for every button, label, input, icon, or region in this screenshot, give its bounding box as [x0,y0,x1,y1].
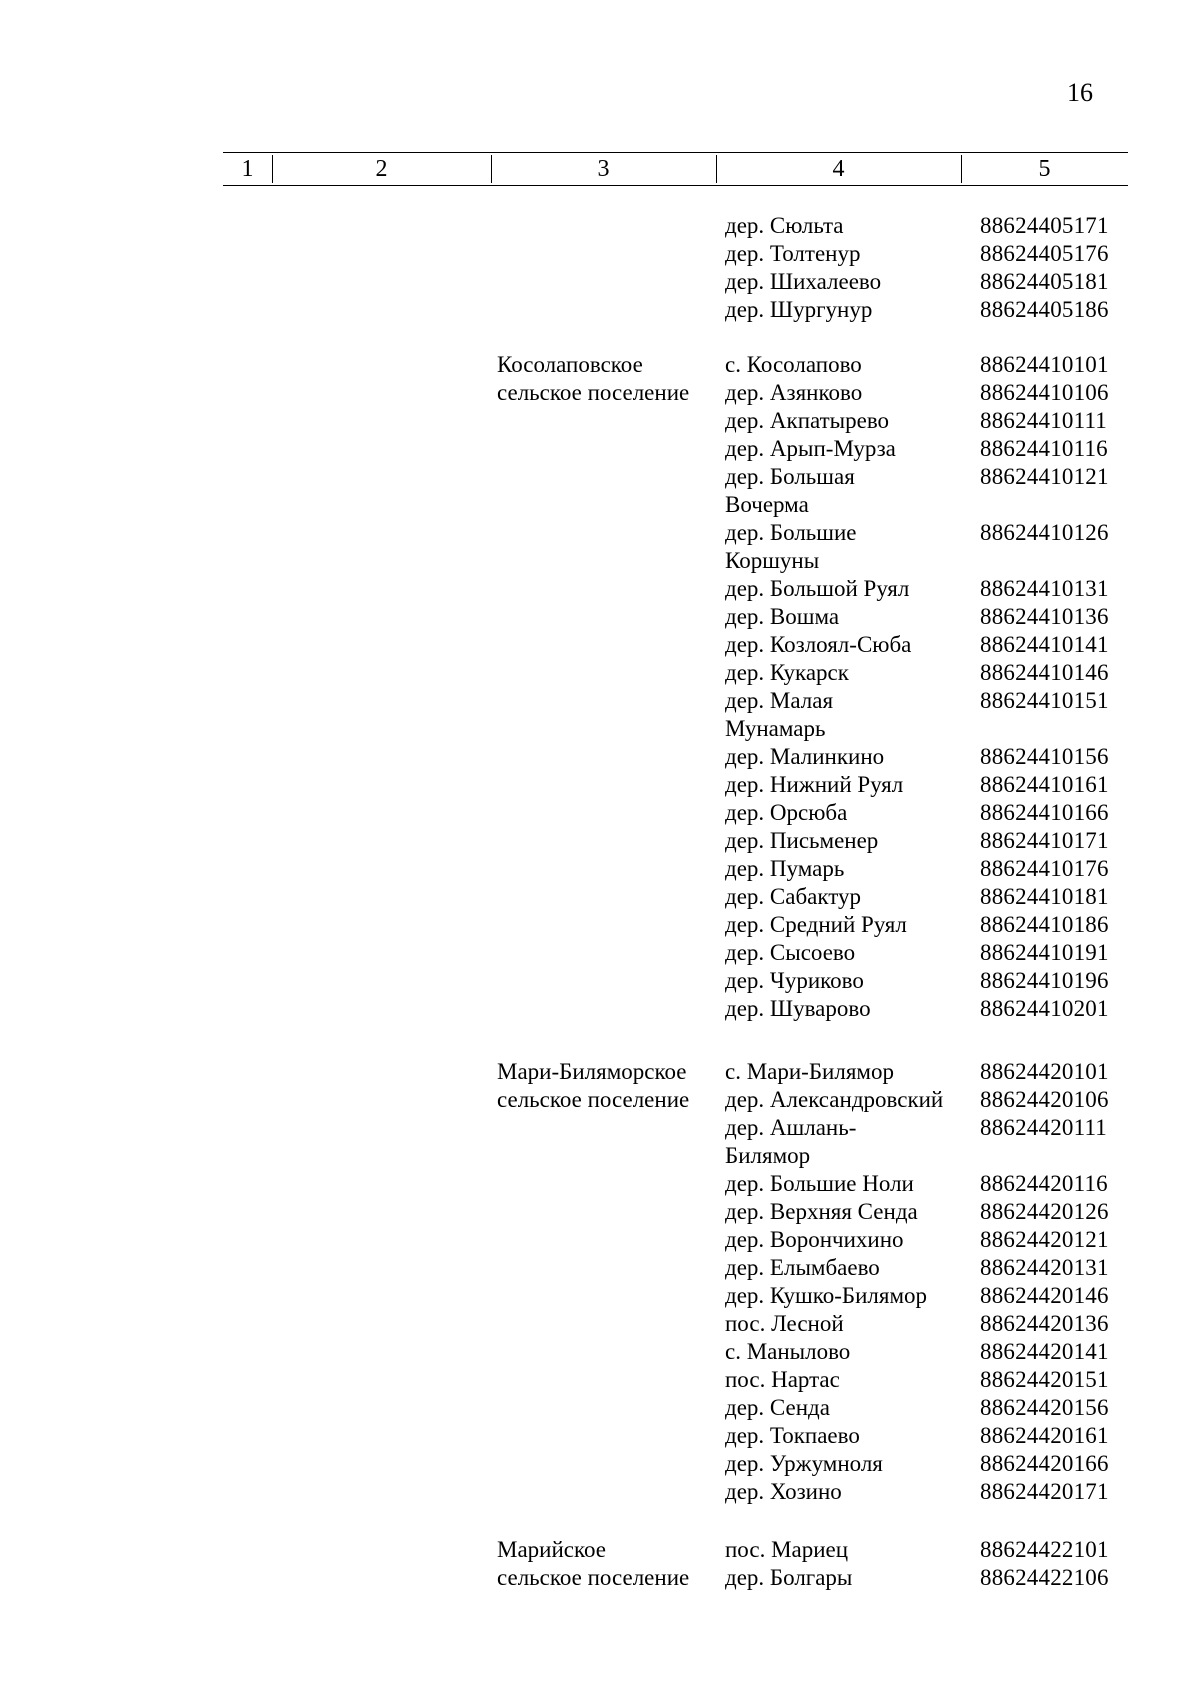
table-row [0,519,1200,575]
oktmo-code: 88624410136 [980,604,1109,629]
oktmo-code: 88624410126 [980,520,1109,545]
table-row [0,1450,1200,1478]
oktmo-code: 88624410131 [980,576,1109,601]
table-row [0,1058,1200,1086]
oktmo-code: 88624420111 [980,1115,1107,1140]
locality-name: дер. Азянково [725,380,863,405]
table-row [0,911,1200,939]
locality-name: дер. Уржумноля [725,1451,883,1476]
table-row [0,1366,1200,1394]
oktmo-code: 88624410121 [980,464,1109,489]
header-col-2: 2 [375,156,388,182]
locality-name: дер. Большие Ноли [725,1171,914,1196]
table-row [0,1226,1200,1254]
oktmo-code: 88624420121 [980,1227,1109,1252]
locality-name: дер. Большие Коршуны [725,520,857,573]
table-row [0,1394,1200,1422]
locality-name: с. Манылово [725,1339,851,1364]
oktmo-code: 88624420161 [980,1423,1109,1448]
oktmo-code: 88624420126 [980,1199,1109,1224]
table-row [0,939,1200,967]
oktmo-code: 88624410176 [980,856,1109,881]
table-row [0,995,1200,1023]
oktmo-code: 88624410191 [980,940,1109,965]
locality-name: с. Косолапово [725,352,862,377]
table-row [0,1310,1200,1338]
locality-name: дер. Сабактур [725,884,861,909]
table-row [0,575,1200,603]
table-row [0,1254,1200,1282]
table-row [0,1170,1200,1198]
oktmo-code: 88624420131 [980,1255,1109,1280]
oktmo-code: 88624420116 [980,1171,1108,1196]
locality-name: дер. Сысоево [725,940,856,965]
table-row [0,1536,1200,1564]
oktmo-code: 88624410146 [980,660,1109,685]
locality-name: дер. Елымбаево [725,1255,880,1280]
table-row [0,603,1200,631]
oktmo-code: 88624410141 [980,632,1109,657]
oktmo-code: 88624420171 [980,1479,1109,1504]
settlement-name: Косолаповское сельское поселение [497,352,690,405]
table-row [0,1338,1200,1366]
locality-name: дер. Ашлань- Билямор [725,1115,857,1168]
table-row [0,687,1200,743]
oktmo-code: 88624410151 [980,688,1109,713]
oktmo-code: 88624410166 [980,800,1109,825]
table-row [0,1114,1200,1170]
oktmo-code: 88624420136 [980,1311,1109,1336]
locality-name: пос. Мариец [725,1537,849,1562]
oktmo-code: 88624405186 [980,297,1109,322]
oktmo-code: 88624410101 [980,352,1109,377]
table-row [0,883,1200,911]
table-row [0,631,1200,659]
locality-name: дер. Толтенур [725,241,861,266]
table-row [0,240,1200,268]
oktmo-code: 88624420146 [980,1283,1109,1308]
locality-name: дер. Шихалеево [725,269,882,294]
table-row [0,855,1200,883]
locality-name: дер. Большой Руял [725,576,910,601]
oktmo-code: 88624410196 [980,968,1109,993]
locality-name: пос. Лесной [725,1311,844,1336]
header-col-4: 4 [832,156,845,182]
locality-name: дер. Большая Вочерма [725,464,855,517]
table-row [0,1282,1200,1310]
table-row [0,771,1200,799]
table-row [0,1198,1200,1226]
table-row [0,1086,1200,1114]
locality-name: дер. Письменер [725,828,879,853]
locality-name: дер. Орсюба [725,800,848,825]
locality-name: с. Мари-Билямор [725,1059,894,1084]
table-row [0,379,1200,407]
table-row [0,659,1200,687]
locality-name: пос. Нартас [725,1367,840,1392]
table-row [0,827,1200,855]
oktmo-code: 88624410201 [980,996,1109,1021]
table-row [0,212,1200,240]
oktmo-code: 88624420151 [980,1367,1109,1392]
oktmo-code: 88624410161 [980,772,1109,797]
locality-name: дер. Сюльта [725,213,844,238]
locality-name: дер. Малинкино [725,744,885,769]
table-row [0,296,1200,324]
table-row [0,967,1200,995]
oktmo-code: 88624422106 [980,1565,1109,1590]
oktmo-code: 88624420141 [980,1339,1109,1364]
locality-name: дер. Сенда [725,1395,830,1420]
oktmo-code: 88624410181 [980,884,1109,909]
locality-name: дер. Болгары [725,1565,853,1590]
page-number: 16 [1067,78,1093,107]
locality-name: дер. Александровский [725,1087,944,1112]
locality-name: дер. Акпатырево [725,408,890,433]
oktmo-code: 88624422101 [980,1537,1109,1562]
locality-name: дер. Верхняя Сенда [725,1199,918,1224]
locality-name: дер. Арып-Мурза [725,436,896,461]
locality-name: дер. Хозино [725,1479,842,1504]
table-row [0,268,1200,296]
settlement-name: Марийское сельское поселение [497,1537,690,1590]
oktmo-code: 88624420106 [980,1087,1109,1112]
oktmo-code: 88624405171 [980,213,1109,238]
header-col-5: 5 [1038,156,1051,182]
oktmo-code: 88624410106 [980,380,1109,405]
settlement-name: Мари-Биляморское сельское поселение [497,1059,690,1112]
oktmo-code: 88624405181 [980,269,1109,294]
table-row [0,799,1200,827]
oktmo-code: 88624420156 [980,1395,1109,1420]
locality-name: дер. Шургунур [725,297,873,322]
table-row [0,435,1200,463]
locality-name: дер. Кукарск [725,660,849,685]
table-row [0,407,1200,435]
locality-name: дер. Нижний Руял [725,772,904,797]
locality-name: дер. Шуварово [725,996,871,1021]
locality-name: дер. Средний Руял [725,912,907,937]
header-col-1: 1 [241,156,254,182]
locality-name: дер. Вошма [725,604,840,629]
locality-name: дер. Пумарь [725,856,845,881]
table-row [0,351,1200,379]
table-row [0,1564,1200,1592]
locality-name: дер. Малая Мунамарь [725,688,834,741]
table-row [0,1478,1200,1506]
table-row [0,463,1200,519]
header-col-3: 3 [597,156,610,182]
table-row [0,743,1200,771]
locality-name: дер. Козлоял-Сюба [725,632,912,657]
oktmo-code: 88624420101 [980,1059,1109,1084]
oktmo-code: 88624410116 [980,436,1108,461]
oktmo-code: 88624410171 [980,828,1109,853]
locality-name: дер. Токпаево [725,1423,860,1448]
table-row [0,1422,1200,1450]
oktmo-code: 88624410156 [980,744,1109,769]
locality-name: дер. Чуриково [725,968,864,993]
oktmo-code: 88624410186 [980,912,1109,937]
oktmo-code: 88624420166 [980,1451,1109,1476]
oktmo-code: 88624410111 [980,408,1107,433]
table-header [223,152,1128,186]
locality-name: дер. Ворончихино [725,1227,904,1252]
locality-name: дер. Кушко-Билямор [725,1283,928,1308]
oktmo-code: 88624405176 [980,241,1109,266]
